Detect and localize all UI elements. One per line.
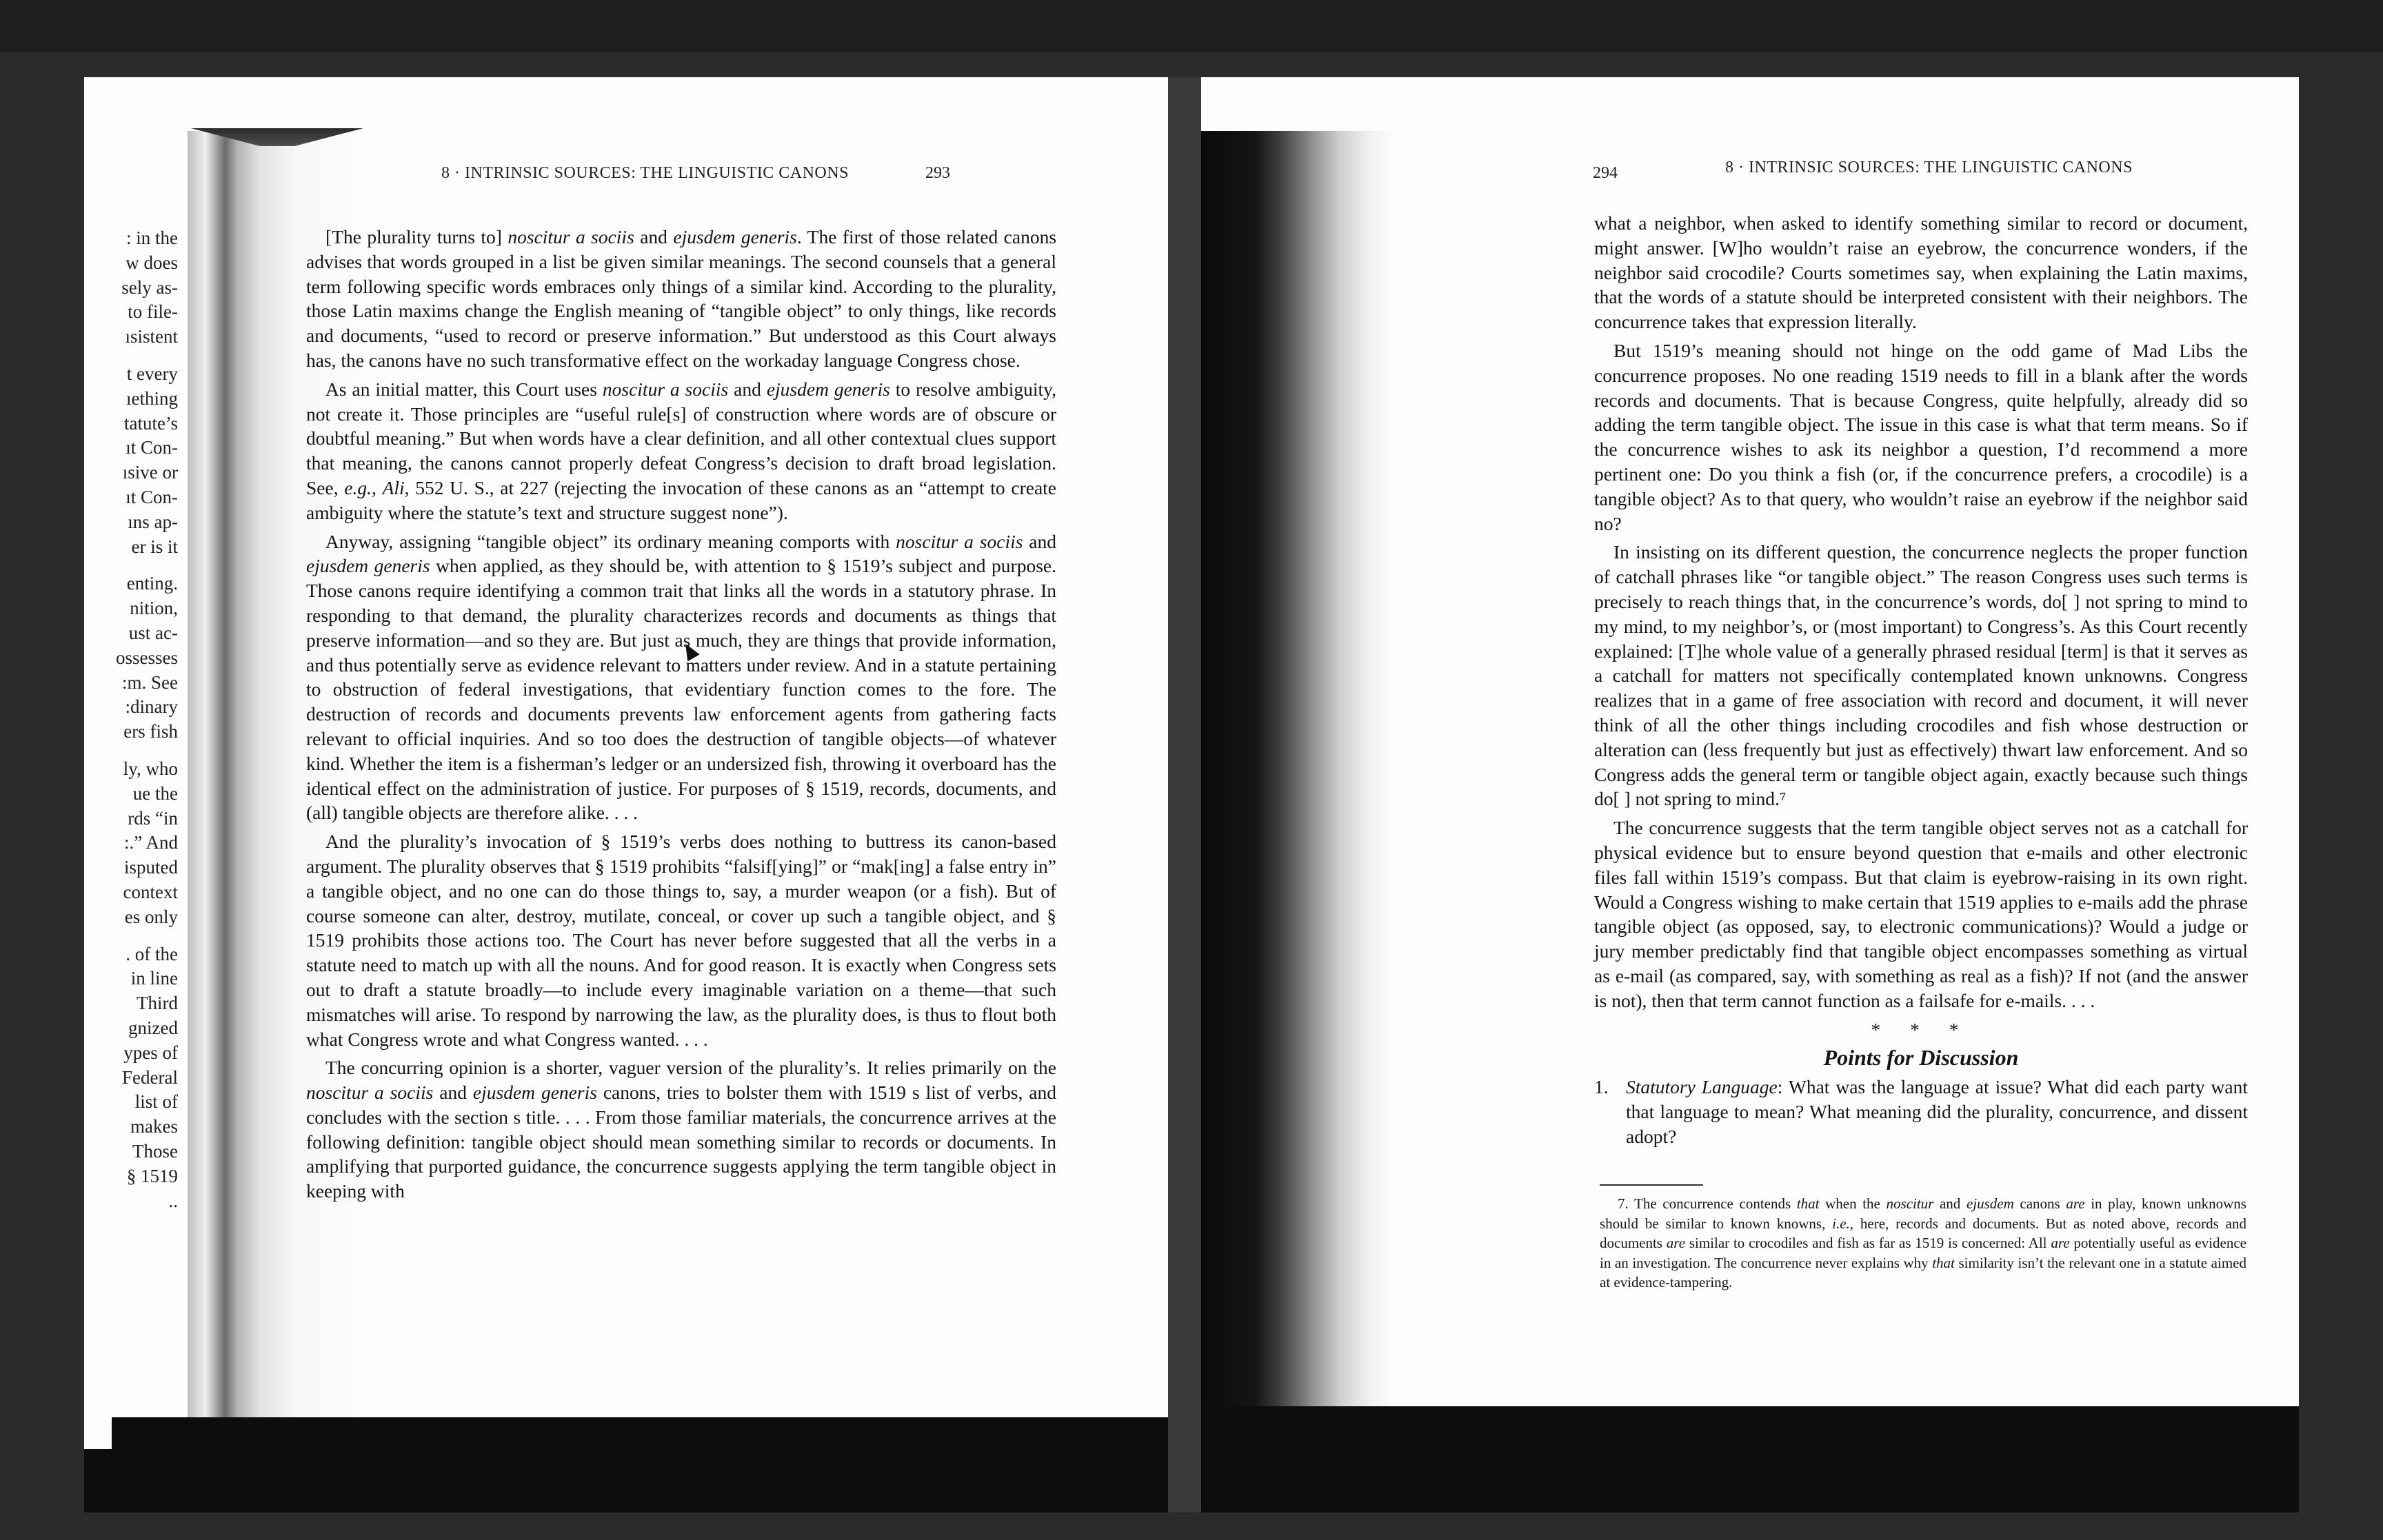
previous-page-text-fragment: ıns ap-: [128, 511, 178, 532]
previous-page-text-fragment: context: [123, 882, 178, 902]
previous-page-text-fragment: ossesses: [115, 647, 178, 668]
paragraph: And the plurality’s invocation of § 1519’s verbs does nothing to buttress its canon-based argument. The plurality observes that § 1519 prohibits “falsif[ying]” or “mak[ing] a false entry in” a tangible object, and no one can do those things to, say, a murder weapon (or a fish). But of course someone can alter, destroy, mutilate, conceal, or cover up such a tangible object, and § 1519 prohibits those actions too. The Court has never before suggested that all the verbs in a statute need to match up with all the nouns. And for good reason. It is exactly when Congress sets out to draft a statute broadly—to include every imaginable variation on a theme—that such mismatches will arise. To respond by narrowing the law, as the plurality does, is thus to flout both what Congress wrote and what Congress wanted. . . .: [306, 831, 1056, 1050]
previous-page-text-fragment: es only: [124, 906, 178, 927]
scan-bottom-shadow: [112, 1417, 1168, 1512]
previous-page-text-fragment: ..: [168, 1190, 178, 1211]
section-separator: * * *: [1871, 1018, 1971, 1040]
previous-page-text-fragment: ypes of: [123, 1042, 178, 1063]
previous-page-text-fragment: ıt Con-: [125, 487, 178, 507]
previous-page-text-fragment: Federal: [122, 1066, 178, 1088]
right-page-number: 294: [1593, 164, 1618, 182]
previous-page-text-fragment: ly, who: [123, 758, 178, 779]
previous-page-text-fragment: . of the: [125, 943, 178, 964]
footnote-rule: [1600, 1184, 1703, 1186]
previous-page-text-fragment: :.” And: [124, 832, 178, 853]
previous-page-edge: [84, 77, 188, 1512]
previous-page-text-fragment: tatute’s: [124, 412, 178, 434]
paragraph: But 1519’s meaning should not hinge on the odd game of Mad Libs the concurrence proposes. No one reading 1519 needs to fill in a blank after the words records and documents. That is because Congress, quite helpfully, already did so adding the term tangible object. The issue in this case is what that term means. So if the concurrence wishes to ask its neighbor a question, I’d recommend a more pertinent one: Do you think a fish (or, if the concurrence prefers, a crocodile) is a tangible object? As to that query, who wouldn’t raise an eyebrow if the neighbor said no?: [1594, 339, 2248, 534]
previous-page-text-fragment: list of: [134, 1091, 178, 1113]
previous-page-text-fragment: sely as-: [121, 276, 178, 298]
right-page: [1201, 77, 2299, 1512]
right-page-body: [1594, 211, 2248, 1153]
previous-page-text-fragment: enting.: [126, 573, 178, 594]
previous-page-text-fragment: : in the: [126, 227, 178, 248]
previous-page-text-fragment: ıt Con-: [125, 437, 178, 458]
footnote-text: 7. The concurrence contends that when the noscitur and ejusdem canons are in play, known unknowns should be similar to known knowns, i.e., here, records and documents. But as noted above, records and documents are similar to crocodiles and fish as far as 1519 is concerned: All are potentially useful as evidence in an investigation. The concurrence never explains why that similarity isn’t the relevant one in a statute aimed at evidence-tampering.: [1600, 1195, 2247, 1290]
viewer-top-bar: [0, 0, 2383, 52]
previous-page-text-fragment: :m. See: [122, 671, 178, 693]
previous-page-text-fragment: to file-: [128, 301, 178, 323]
previous-page-text-fragment: ısive or: [122, 462, 178, 483]
previous-page-text-fragment: Those: [132, 1141, 178, 1162]
previous-page-text-fragment: :dinary: [125, 696, 178, 718]
paragraph: As an initial matter, this Court uses noscitur a sociis and ejusdem generis to resolve ambiguity, not create it. Those principles are “useful rule[s] of construction where words are of obscure or doubtful meaning.” But when words have a clear definition, and all other contextual clues support that meaning, the canons cannot properly defeat Congress’s decision to draft broad legislation. See, e.g., Ali, 552 U. S., at 227 (rejecting the invocation of these canons as an “attempt to create ambiguity where the statute’s text and structure suggest none”).: [306, 378, 1056, 523]
right-page-gutter-shadow: [1201, 131, 1394, 1427]
previous-page-text-fragment: makes: [130, 1116, 178, 1137]
previous-page-text-fragment: gnized: [128, 1017, 178, 1038]
previous-page-text-fragment: t every: [126, 363, 178, 384]
previous-page-text-fragment: ers fish: [123, 721, 178, 742]
discussion-item-text: Statutory Language: What was the language at issue? What did each party want that language to mean? What meaning did the plurality, concurrence, and dissent adopt?: [1626, 1076, 2248, 1147]
scan-left-edge: [84, 1449, 112, 1512]
scan-bottom-shadow: [1201, 1406, 2299, 1512]
right-running-head: 8 · INTRINSIC SOURCES: THE LINGUISTIC CANONS: [1725, 159, 2133, 176]
paragraph: [The plurality turns to] noscitur a sociis and ejusdem generis. The first of those related canons advises that words grouped in a list be given similar meanings. The second counsels that a general term following specific words embraces only things of a similar kind. According to the plurality, those Latin maxims change the English meaning of “tangible object” to only things, like records and documents, “used to record or preserve information.” But understood as this Court always has, the canons have no such transformative effect on the workaday language Congress chose.: [306, 226, 1057, 371]
previous-page-text-fragment: w does: [125, 252, 178, 273]
paragraph: The concurrence suggests that the term tangible object serves not as a catchall for physical evidence but to ensure beyond question that e-mails and other electronic files fall within 1519’s compass. But that claim is eyebrow-raising in its own right. Would a Congress wishing to make certain that 1519 applies to e-mails add the phrase tangible object (as opposed, say, to electronic communications)? Would a judge or jury member predictably find that tangible object encompasses something as virtual as e-mail (as compared, say, with something as real as a fish)? If not (and the answer is not), then that term cannot function as a failsafe for e-mails. . . .: [1594, 817, 2248, 1011]
discussion-item: [1594, 1075, 2248, 1148]
paragraph: In insisting on its different question, the concurrence neglects the proper function of catchall phrases like “or tangible object.” The reason Congress uses such terms is precisely to reach things that, in the concurrence’s words, do[ ] not spring to mind to my mind, to my neighbor’s, or (most important) to Congress’s. As this Court recently explained: [T]he whole value of a generally phrased residual [term] is that it serves as a catchall for matters not specifically contemplated known unknowns. Congress realizes that in a game of free association with record and document, it will never think of all the other things including crocodiles and fish whose destruction or alteration can (less frequently but just as effectively) thwart law enforcement. And so Congress adds the general term or tangible object again, exactly because such things do[ ] not spring to mind.⁷: [1594, 541, 2248, 810]
previous-page-text-fragment: ue the: [132, 782, 178, 804]
previous-page-text-fragment: ısistent: [125, 326, 178, 347]
previous-page-text-fragment: nition,: [130, 598, 178, 619]
paragraph: The concurring opinion is a shorter, vaguer version of the plurality’s. It relies primarily on the noscitur a sociis and ejusdem generis canons, tries to bolster them with 1519 s list of verbs, and concludes with the section s title. . . . From those familiar materials, the concurrence arrives at the following definition: tangible object should mean something similar to records or documents. In amplifying that purported guidance, the concurrence suggests applying the term tangible object in keeping with: [306, 1057, 1057, 1202]
previous-page-text-fragment: in line: [130, 968, 178, 989]
previous-page-text-fragment: isputed: [124, 857, 178, 878]
left-page: [84, 77, 1168, 1512]
discussion-item-number: 1.: [1594, 1076, 1609, 1098]
previous-page-text-fragment: § 1519: [126, 1165, 178, 1186]
left-page-number: 293: [925, 164, 950, 182]
previous-page-text-fragment: er is it: [131, 536, 178, 557]
previous-page-text-fragment: ust ac-: [128, 622, 178, 643]
left-running-head: 8 · INTRINSIC SOURCES: THE LINGUISTIC CANONS: [441, 164, 849, 182]
paragraph: Anyway, assigning “tangible object” its ordinary meaning comports with noscitur a sociis and ejusdem generis when applied, as they should be, with attention to § 1519’s subject and purpose. Those canons require identifying a common trait that links all the words in a statutory phrase. In responding to that demand, the plurality characterizes records and documents as things that preserve information—and so they are. But just as much, they are things that provide information, and thus potentially serve as evidence relevant to matters under review. And in a statute pertaining to obstruction of federal investigations, that evidentiary function comes to the fore. The destruction of records and documents prevents law enforcement agents from gathering facts relevant to official inquiries. And so too does the destruction of tangible objects—of whatever kind. Whether the item is a fisherman’s ledger or an undersized fish, throwing it overboard has the identical effect on the administration of justice. For purposes of § 1519, records, documents, and (all) tangible objects are therefore alike. . . .: [306, 530, 1057, 824]
footnote: [1600, 1194, 2246, 1293]
previous-page-text-fragment: ıething: [126, 387, 178, 409]
left-page-body: [306, 225, 1056, 1208]
paragraph: what a neighbor, when asked to identify something similar to record or document, might answer. [W]ho wouldn’t raise an eyebrow, the concurrence wonders, if the neighbor said crocodile? Courts sometimes say, when explaining the Latin maxims, that the words of a statute should be interpreted consistent with their neighbors. The concurrence takes that expression literally.: [1594, 212, 2248, 333]
previous-page-text-fragment: rds “in: [128, 807, 178, 829]
previous-page-text-fragment: Third: [137, 993, 178, 1014]
section-title: Points for Discussion: [1823, 1045, 2019, 1071]
